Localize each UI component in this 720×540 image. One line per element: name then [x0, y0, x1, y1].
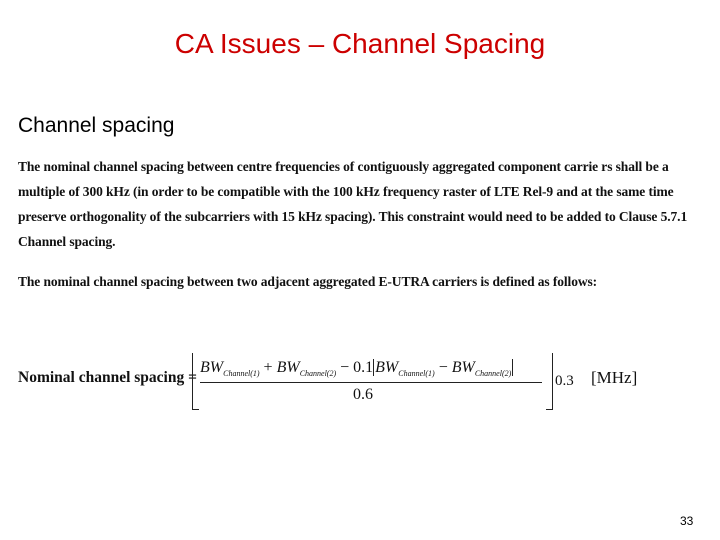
page-number: 33: [680, 514, 694, 528]
formula-intro-paragraph: The nominal channel spacing between two adjacent aggregated E-UTRA carriers is defined as follows:: [18, 274, 598, 289]
bw-subscript: Channel(1): [398, 369, 435, 379]
section-heading: Channel spacing: [18, 114, 175, 137]
bw-term: BW: [451, 359, 475, 376]
formula-unit: [MHz]: [591, 368, 638, 387]
slide-title: CA Issues – Channel Spacing: [174, 28, 546, 59]
floor-bracket-left: [192, 353, 199, 410]
bw-subscript: Channel(1): [223, 369, 260, 379]
formula-lhs: Nominal channel spacing =: [18, 369, 197, 386]
bw-term: BW: [375, 359, 399, 376]
minus-coefficient: − 0.1: [340, 359, 374, 376]
bw-subscript: Channel(2): [474, 369, 512, 379]
floor-bracket-right: [546, 353, 553, 410]
formula-multiplier: 0.3: [555, 373, 574, 389]
formula-numerator: [200, 359, 513, 378]
formula-denominator: 0.6: [353, 386, 373, 403]
bw-subscript: Channel(2): [299, 369, 337, 379]
bw-term: BW: [200, 359, 224, 376]
fraction-bar: [200, 382, 542, 383]
minus-operator: −: [438, 359, 448, 376]
channel-spacing-formula: [18, 355, 638, 415]
plus-operator: +: [263, 359, 273, 376]
bw-term: BW: [276, 359, 300, 376]
spacing-description-paragraph: The nominal channel spacing between centre frequencies of contiguously aggregated component carrie rs shall be a multiple of 300 kHz (in order to be compatible with the 100 kHz frequency raster of LTE Rel-9 and at the same time preserve orthogonality of the subcarriers with 15 kHz spacing). This constraint would need to be added to Clause 5.7.1 Channel spacing.: [18, 159, 688, 249]
absolute-value: [373, 359, 513, 379]
